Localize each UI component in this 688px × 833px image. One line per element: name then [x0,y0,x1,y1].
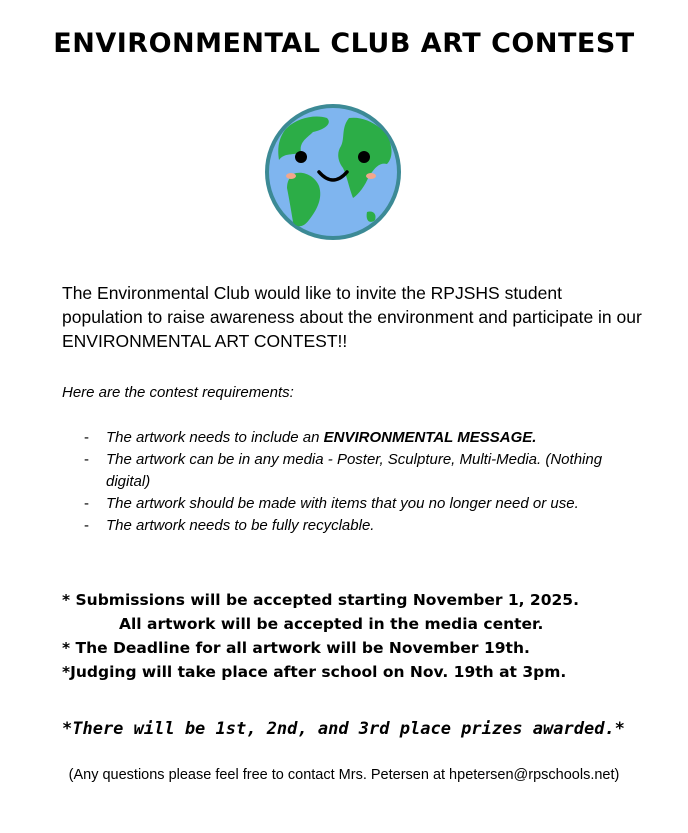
bullet-dash: - [84,495,89,512]
intro-paragraph: The Environmental Club would like to invite the RPJSHS student population to raise awareness about the environment and participate in our ENVIRONMENTAL ART CONTEST!! [62,283,642,351]
smiling-earth-icon [263,102,403,242]
list-item [84,515,624,537]
bullet-dash: - [84,451,89,468]
judging-line: *Judging will take place after school on Nov. 19th at 3pm. [62,663,567,681]
list-item [84,493,624,515]
requirement-3-text: The artwork should be made with items that you no longer need or use. [106,495,579,512]
requirements-heading: Here are the contest requirements: [62,384,294,401]
bullet-dash: - [84,429,89,446]
right-cheek [366,173,376,179]
prizes-announcement: *There will be 1st, 2nd, and 3rd place prizes awarded.* [62,719,625,739]
requirement-1-text: The artwork needs to include an [106,429,324,446]
contact-info: (Any questions please feel free to contact Mrs. Petersen at hpetersen@rpschools.net) [68,767,620,783]
submissions-line: * Submissions will be accepted starting November 1, 2025. [62,591,579,609]
left-eye [295,151,307,163]
deadline-line: * The Deadline for all artwork will be November 19th. [62,639,530,657]
right-eye [358,151,370,163]
list-item [84,427,624,449]
earth-ocean [267,106,399,238]
requirement-2-text: The artwork can be in any media - Poster, Sculpture, Multi-Media. (Nothing digital) [106,451,603,490]
requirements-list [84,427,624,537]
requirement-1-emphasis: ENVIRONMENTAL MESSAGE. [323,429,537,446]
list-item [84,449,624,493]
left-cheek [286,173,296,179]
requirement-4-text: The artwork needs to be fully recyclable. [106,517,375,534]
contest-details [62,588,662,684]
bullet-dash: - [84,517,89,534]
location-line: All artwork will be accepted in the media center. [119,615,544,633]
page-title: ENVIRONMENTAL CLUB ART CONTEST [53,28,635,59]
